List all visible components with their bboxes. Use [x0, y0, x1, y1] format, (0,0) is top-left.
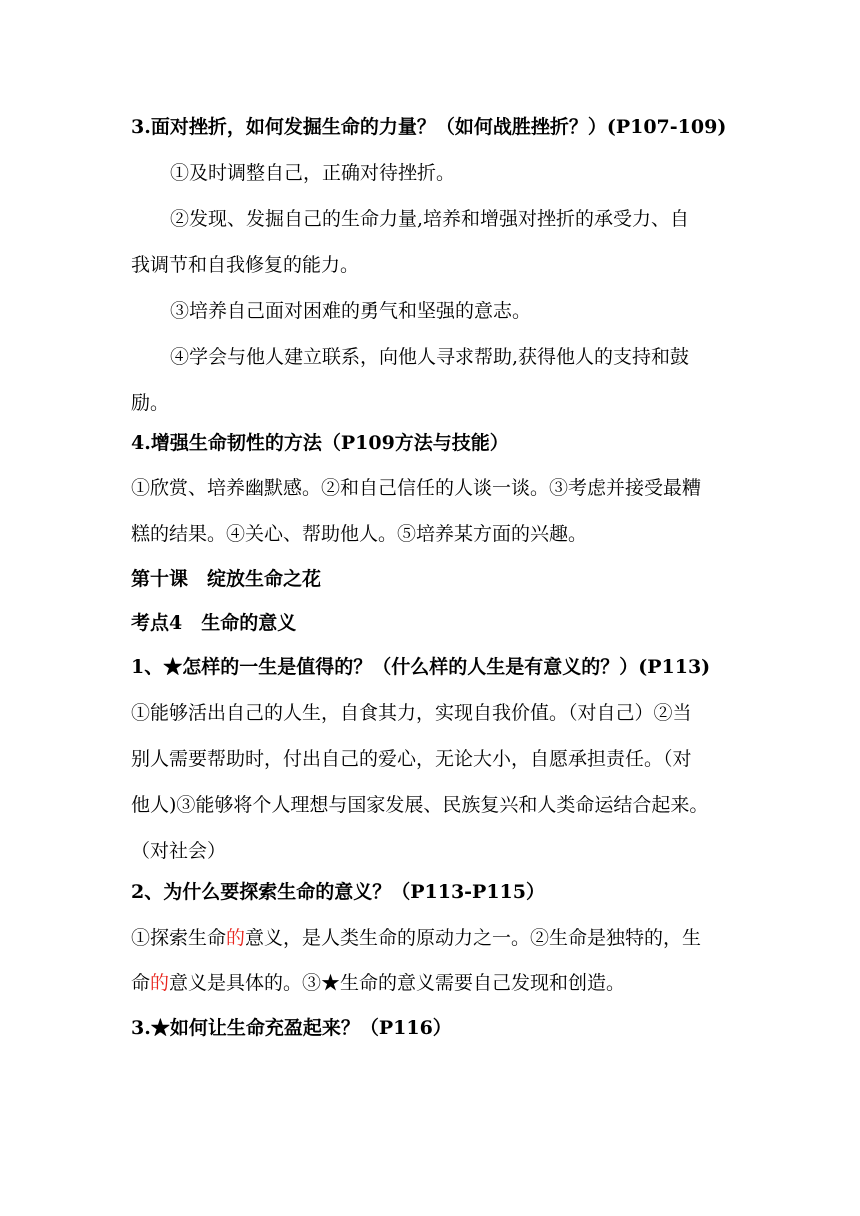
- q3-heading: 3.面对挫折，如何发掘生命的力量？（如何战胜挫折？）(P107-109): [131, 116, 727, 138]
- q4-body-line-2: 糕的结果。④关心、帮助他人。⑤培养某方面的兴趣。: [131, 523, 588, 545]
- k1-body-line-4: （对社会）: [131, 840, 227, 862]
- q4-body-line-1: ①欣赏、培养幽默感。②和自己信任的人谈一谈。③考虑并接受最糟: [131, 477, 702, 499]
- q3-item-1: ①及时调整自己，正确对待挫折。: [170, 162, 456, 184]
- q3-item-4-line-2: 励。: [131, 392, 170, 414]
- k3-heading: 3.★如何让生命充盈起来？（P116）: [131, 1017, 452, 1039]
- k1-body-line-1: ①能够活出自己的人生，自食其力，实现自我价值。（对自己）②当: [131, 702, 692, 724]
- q3-item-2-line-2: 我调节和自我修复的能力。: [131, 254, 360, 276]
- k2-line1-text-b: 意义，是人类生命的原动力之一。②生命是独特的，生: [245, 927, 702, 949]
- k1-heading: 1、★怎样的一生是值得的？（什么样的人生是有意义的？）(P113): [131, 656, 711, 678]
- k2-line1-text-red: 的: [226, 927, 246, 949]
- k2-body-line-1: [131, 924, 741, 952]
- k2-heading: 2、为什么要探索生命的意义？（P113-P115）: [131, 881, 546, 903]
- k2-line2-text-b: 意义是具体的。③★生命的意义需要自己发现和创造。: [169, 972, 626, 994]
- k2-line2-text-a: 命: [131, 972, 151, 994]
- k2-line1-text-a: ①探索生命: [131, 927, 227, 949]
- kaodian-title: 考点4 生命的意义: [131, 612, 297, 634]
- lesson-title: 第十课 绽放生命之花: [131, 568, 322, 590]
- k2-body-line-2: [131, 969, 741, 997]
- q3-item-2-line-1: ②发现、发掘自己的生命力量,培养和增强对挫折的承受力、自: [170, 208, 690, 230]
- k2-line2-text-red: 的: [150, 972, 170, 994]
- q3-item-3: ③培养自己面对困难的勇气和坚强的意志。: [170, 300, 532, 322]
- k1-body-line-2: 别人需要帮助时，付出自己的爱心，无论大小，自愿承担责任。（对: [131, 748, 692, 770]
- q3-item-4-line-1: ④学会与他人建立联系，向他人寻求帮助,获得他人的支持和鼓: [170, 346, 690, 368]
- q4-heading: 4.增强生命韧性的方法（P109方法与技能）: [131, 432, 509, 454]
- k1-body-line-3: 他人)③能够将个人理想与国家发展、民族复兴和人类命运结合起来。: [131, 794, 709, 816]
